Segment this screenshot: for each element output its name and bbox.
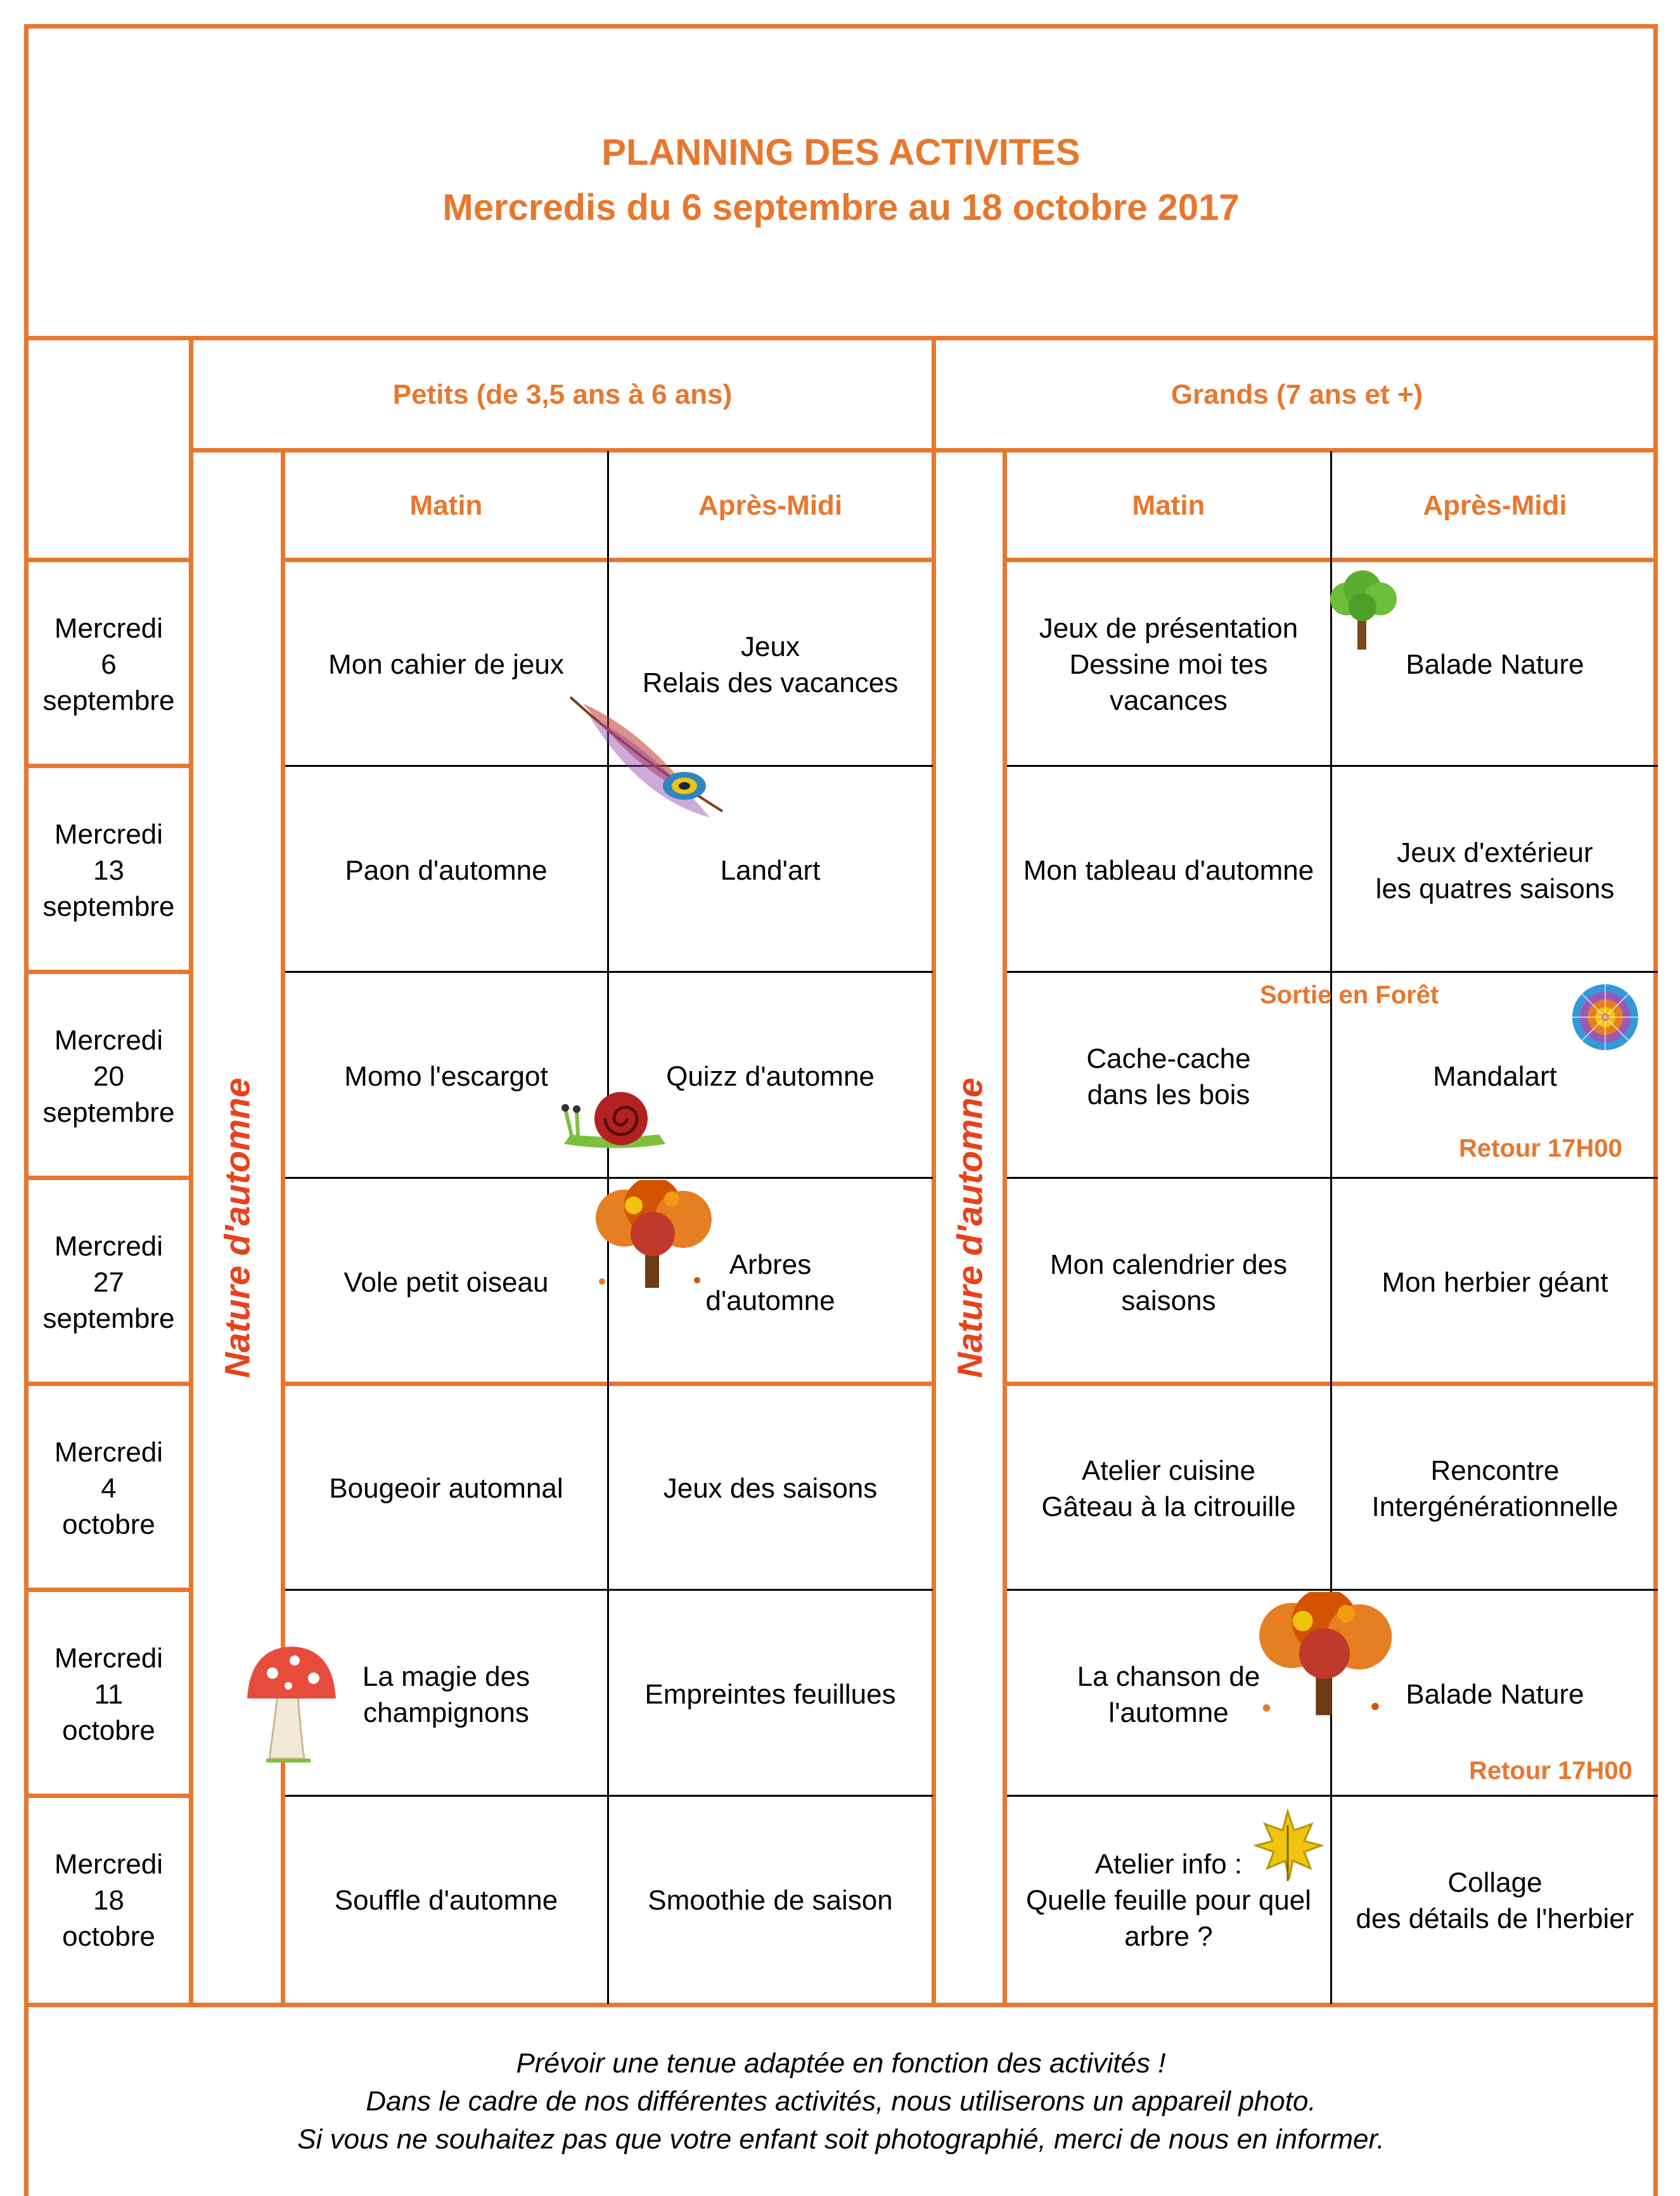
grands-apres-midi-cell: Balade Nature — [1406, 1679, 1584, 1710]
petits-matin-cell: Mon cahier de jeux — [328, 649, 564, 680]
grands-apres-midi-cell: Rencontre Intergénérationnelle — [1371, 1454, 1619, 1522]
group-divider — [189, 448, 1658, 453]
grands-matin-cell: Jeux de présentation Dessine moi tes vacances — [1039, 613, 1298, 716]
date-col-top — [24, 558, 190, 562]
footer-divider — [24, 2003, 1658, 2007]
petits-matin-cell: La magie des champignons — [362, 1660, 530, 1728]
groups-divider — [932, 336, 936, 2007]
petits-matin-cell: Paon d'automne — [345, 855, 548, 886]
autumn-tree-icon — [589, 1180, 716, 1291]
date-cell: Mercredi 27 septembre — [42, 1231, 175, 1334]
footer-warning: Prévoir une tenue adaptée en fonction des activités ! — [516, 2048, 1166, 2079]
grands-matin-cell: Cache-cache dans les bois — [1086, 1043, 1251, 1110]
date-cell: Mercredi 18 octobre — [54, 1849, 164, 1952]
period-petits-matin: Matin — [409, 489, 483, 521]
grands-apres-midi-cell: Mandalart — [1433, 1061, 1557, 1092]
date-cell: Mercredi 6 septembre — [42, 613, 175, 716]
petits-matin-cell: Vole petit oiseau — [343, 1267, 549, 1298]
peacock-feather-icon — [564, 691, 735, 830]
petits-apres-midi-cell: Arbres d'automne — [705, 1249, 835, 1316]
date-cell: Mercredi 11 octobre — [54, 1643, 164, 1746]
retour-note-1: Retour 17H00 — [1459, 1134, 1622, 1162]
mandala-icon — [1570, 982, 1640, 1052]
grands-apres-midi-cell: Jeux d'extérieur les quatres saisons — [1375, 837, 1615, 904]
grands-apres-midi-cell: Collage des détails de l'herbier — [1356, 1866, 1634, 1934]
grands-theme-col — [1003, 448, 1007, 2007]
footer-consent-notice: Si vous ne souhaitez pas que votre enfant soit photographié, merci de nous en informer. — [297, 2124, 1385, 2155]
grands-matin-cell: La chanson de l'automne — [1077, 1660, 1260, 1728]
period-grands-matin: Matin — [1132, 489, 1205, 521]
petits-apres-midi-cell: Smoothie de saison — [648, 1885, 893, 1916]
group-header-petits: Petits (de 3,5 ans à 6 ans) — [392, 378, 733, 410]
retour-note-2: Retour 17H00 — [1469, 1757, 1632, 1785]
petits-apres-midi-cell: Jeux des saisons — [663, 1473, 878, 1504]
theme-label-petits-text: Nature d'automne — [217, 1077, 257, 1378]
petits-matin-cell: Souffle d'automne — [334, 1885, 558, 1916]
title-divider — [24, 336, 1658, 340]
period-petits-apres-midi: Après-Midi — [698, 489, 843, 521]
page-subtitle: Mercredis du 6 septembre au 18 octobre 2017 — [442, 187, 1240, 228]
grands-matin-cell: Mon tableau d'automne — [1023, 855, 1314, 886]
theme-label-grands — [936, 453, 1003, 2003]
petits-matin-cell: Momo l'escargot — [344, 1061, 548, 1092]
date-cell: Mercredi 20 septembre — [42, 1025, 175, 1128]
petits-matin-cell: Bougeoir automnal — [329, 1473, 563, 1504]
petits-apres-midi-cell: Quizz d'automne — [666, 1061, 875, 1092]
sortie-note: Sortie en Forêt — [1260, 981, 1439, 1009]
grands-matin-cell: Atelier cuisine Gâteau à la citrouille — [1041, 1454, 1296, 1522]
snail-icon — [558, 1084, 672, 1153]
petits-apres-midi-cell: Empreintes feuillues — [644, 1679, 896, 1710]
grands-apres-midi-cell: Mon herbier géant — [1382, 1267, 1608, 1298]
petits-apres-midi-cell: Land'art — [720, 855, 821, 886]
footer-photo-notice: Dans le cadre de nos différentes activités, nous utiliserons un appareil photo. — [366, 2086, 1316, 2117]
mushroom-icon — [241, 1641, 342, 1768]
date-cell: Mercredi 4 octobre — [54, 1437, 164, 1540]
date-cell: Mercredi 13 septembre — [42, 819, 175, 922]
grands-matin-cell: Mon calendrier des saisons — [1049, 1249, 1288, 1316]
petits-theme-col — [281, 448, 285, 2007]
maple-leaf-icon — [1248, 1806, 1328, 1885]
page-title: PLANNING DES ACTIVITES — [601, 132, 1080, 173]
tree-icon — [1324, 570, 1401, 653]
date-col-right — [189, 336, 193, 2007]
theme-label-grands-text: Nature d'automne — [949, 1077, 989, 1378]
autumn-tree-icon — [1252, 1592, 1397, 1719]
grands-matin-cell: Atelier info : Quelle feuille pour quel arbre ? — [1025, 1849, 1312, 1952]
petits-apres-midi-cell: Jeux Relais des vacances — [642, 631, 899, 698]
period-grands-apres-midi: Après-Midi — [1423, 489, 1567, 521]
theme-label-petits — [193, 453, 281, 2003]
grands-apres-midi-cell: Balade Nature — [1406, 649, 1584, 680]
group-header-grands: Grands (7 ans et +) — [1170, 378, 1423, 410]
